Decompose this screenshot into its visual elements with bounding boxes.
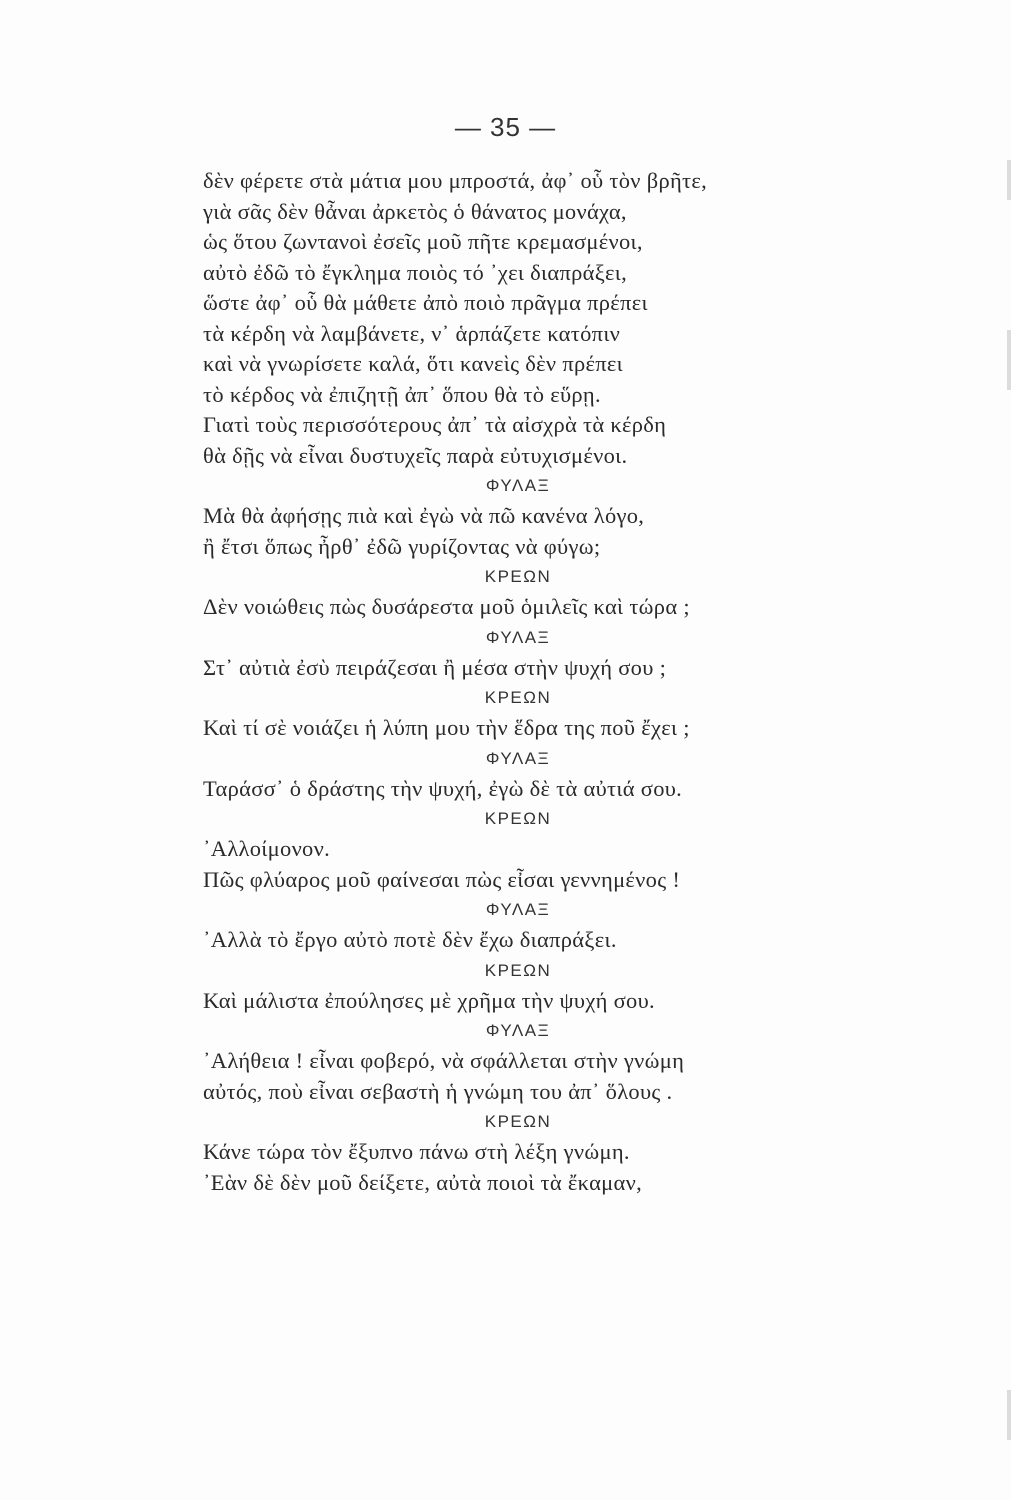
verse-line: ᾽Αλήθεια ! εἶναι φοβερό, νὰ σφάλλεται στὴν γνώμη xyxy=(203,1048,685,1073)
verse-line: ᾽Αλλοίμονον. xyxy=(203,836,330,861)
verse-line: αὐτός, ποὺ εἶναι σεβαστὴ ἡ γνώμη του ἀπ᾽ ὅλους . xyxy=(203,1078,673,1104)
verse-line: Στ᾽ αὐτιὰ ἐσὺ πειράζεσαι ἢ μέσα στὴν ψυχή σου ; xyxy=(203,654,667,680)
speaker-name: ΦΥΛΑΞ xyxy=(485,476,551,495)
speaker-name: ΚΡΕΩΝ xyxy=(484,809,552,828)
verse-line: δὲν φέρετε στὰ μάτια μου μπροστά, ἀφ᾽ οὗ τὸν βρῆτε, xyxy=(203,168,708,193)
verse-line: τὸ κέρδος νὰ ἐπιζητῇ ἀπ᾽ ὅπου θὰ τὸ εὕρῃ. xyxy=(203,381,601,407)
verse-line: γιὰ σᾶς δὲν θἆναι ἀρκετὸς ὁ θάνατος μονάχα, xyxy=(203,198,627,224)
verse-line: ᾽Αλλὰ τὸ ἔργο αὐτὸ ποτὲ δὲν ἔχω διαπράξει. xyxy=(203,927,617,952)
verse-line: ᾽Εὰν δὲ δὲν μοῦ δείξετε, αὐτὰ ποιοὶ τὰ ἔκαμαν, xyxy=(203,1169,643,1195)
verse-line: ἢ ἔτσι ὅπως ἦρθ᾽ ἐδῶ γυρίζοντας νὰ φύγω; xyxy=(203,533,601,559)
verse-line: ὥστε ἀφ᾽ οὗ θὰ μάθετε ἀπὸ ποιὸ πρᾶγμα πρέπει xyxy=(203,290,648,315)
verse-line: Δὲν νοιώθεις πὼς δυσάρεστα μοῦ ὁμιλεῖς καὶ τώρα ; xyxy=(203,594,690,619)
verse-line: Πῶς φλύαρος μοῦ φαίνεσαι πὼς εἶσαι γεννημένος ! xyxy=(203,866,681,892)
verse-line: Ταράσσ᾽ ὁ δράστης τὴν ψυχή, ἐγὼ δὲ τὰ αὐτιά σου. xyxy=(203,775,683,801)
verse-line: αὐτὸ ἐδῶ τὸ ἔγκλημα ποιὸς τό ᾽χει διαπράξει, xyxy=(203,259,628,285)
speaker-name: ΚΡΕΩΝ xyxy=(484,960,552,980)
verse-line: ὡς ὅτου ζωντανοὶ ἐσεῖς μοῦ πῆτε κρεμασμένοι, xyxy=(203,229,643,254)
speaker-name: ΦΥΛΑΞ xyxy=(485,900,551,919)
verse-line: θὰ δῇς νὰ εἶναι δυστυχεῖς παρὰ εὐτυχισμένοι. xyxy=(203,442,628,468)
speaker-name: ΦΥΛΑΞ xyxy=(485,1021,551,1040)
speaker-name: ΚΡΕΩΝ xyxy=(484,688,552,707)
page-edge-shadow xyxy=(1007,160,1011,200)
verse-line: τὰ κέρδη νὰ λαμβάνετε, ν᾽ ἁρπάζετε κατόπιν xyxy=(203,320,621,346)
play-text xyxy=(203,166,843,1198)
verse-line: Καὶ μάλιστα ἐπούλησες μὲ χρῆμα τὴν ψυχή σου. xyxy=(203,987,655,1013)
page-edge-shadow xyxy=(1007,330,1011,390)
page-edge-shadow xyxy=(1007,1390,1011,1440)
verse-line: Καὶ τί σὲ νοιάζει ἡ λύπη μου τὴν ἕδρα της ποῦ ἔχει ; xyxy=(203,715,690,740)
verse-line: Γιατὶ τοὺς περισσότερους ἀπ᾽ τὰ αἰσχρὰ τὰ κέρδη xyxy=(203,412,667,437)
speaker-name: ΚΡΕΩΝ xyxy=(484,567,552,586)
verse-line: καὶ νὰ γνωρίσετε καλά, ὅτι κανεὶς δὲν πρέπει xyxy=(203,351,624,376)
verse-line: Μὰ θὰ ἀφήσῃς πιὰ καὶ ἐγὼ νὰ πῶ κανένα λόγο, xyxy=(203,503,645,528)
page-number: — 35 — xyxy=(454,112,557,142)
verse-line: Κάνε τώρα τὸν ἔξυπνο πάνω στὴ λέξη γνώμη. xyxy=(203,1139,630,1164)
speaker-name: ΚΡΕΩΝ xyxy=(484,1112,552,1131)
speaker-name: ΦΥΛΑΞ xyxy=(485,748,551,768)
speaker-name: ΦΥΛΑΞ xyxy=(485,627,551,647)
